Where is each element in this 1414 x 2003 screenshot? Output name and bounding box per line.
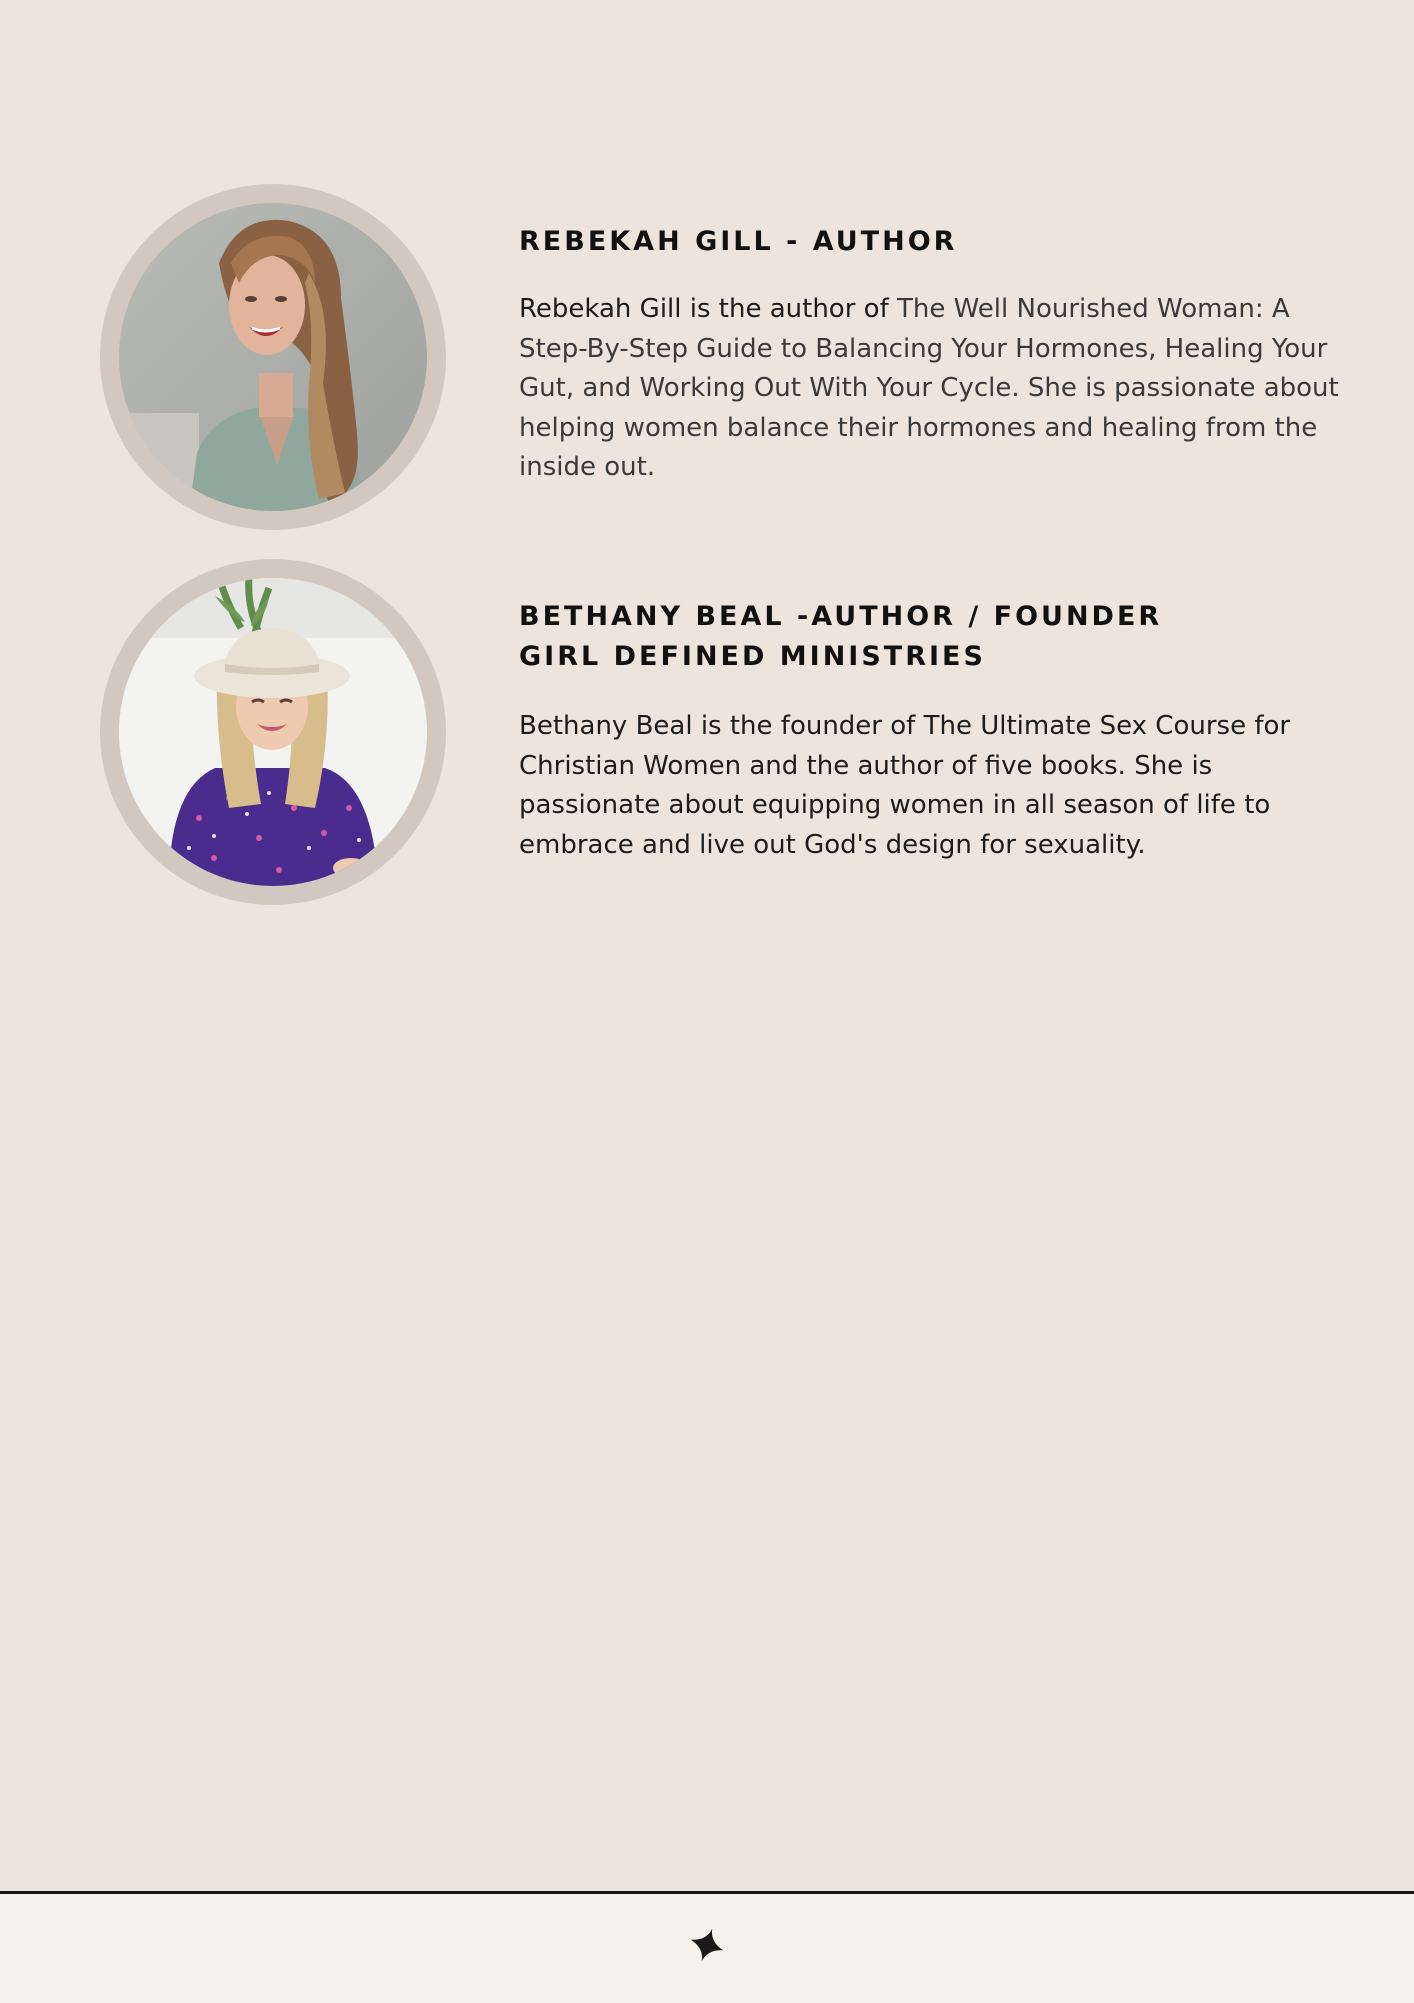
bio-body-rest: She is passionate about helping women balance their hormones and healing from the inside out. bbox=[519, 373, 1339, 482]
bio-heading bbox=[519, 597, 1339, 677]
bio-heading bbox=[519, 222, 1339, 262]
avatar-ring bbox=[100, 559, 446, 905]
portrait-illustration bbox=[119, 203, 427, 511]
avatar-photo-bethany-beal bbox=[119, 578, 427, 886]
bio-text bbox=[519, 222, 1339, 488]
book-title: The Well Nourished Woman: A Step-By-Step Guide to Balancing Your Hormones, Healing Your Gut, and Working Out With Your Cycle. bbox=[519, 294, 1328, 403]
bio-body bbox=[519, 707, 1339, 865]
bio-text bbox=[519, 597, 1339, 865]
avatar-photo-rebekah-gill bbox=[119, 203, 427, 511]
bio-heading-line: REBEKAH GILL - AUTHOR bbox=[519, 226, 958, 257]
bio-heading-line: GIRL DEFINED MINISTRIES bbox=[519, 641, 986, 672]
bio-heading-line: BETHANY BEAL -AUTHOR / FOUNDER bbox=[519, 601, 1163, 632]
portrait-illustration bbox=[119, 578, 427, 886]
bio-body-intro: Bethany Beal is the founder of The Ultimate Sex Course for Christian Women and the author of five books. She is passionate about equipping women in all season of life to embrace and live out God's design for sexuality. bbox=[519, 711, 1291, 860]
bio-body-intro: Rebekah Gill is the author of bbox=[519, 294, 897, 324]
page-footer bbox=[0, 1891, 1414, 2003]
four-point-star-icon bbox=[690, 1928, 724, 1962]
avatar-ring bbox=[100, 184, 446, 530]
bio-body bbox=[519, 290, 1339, 488]
